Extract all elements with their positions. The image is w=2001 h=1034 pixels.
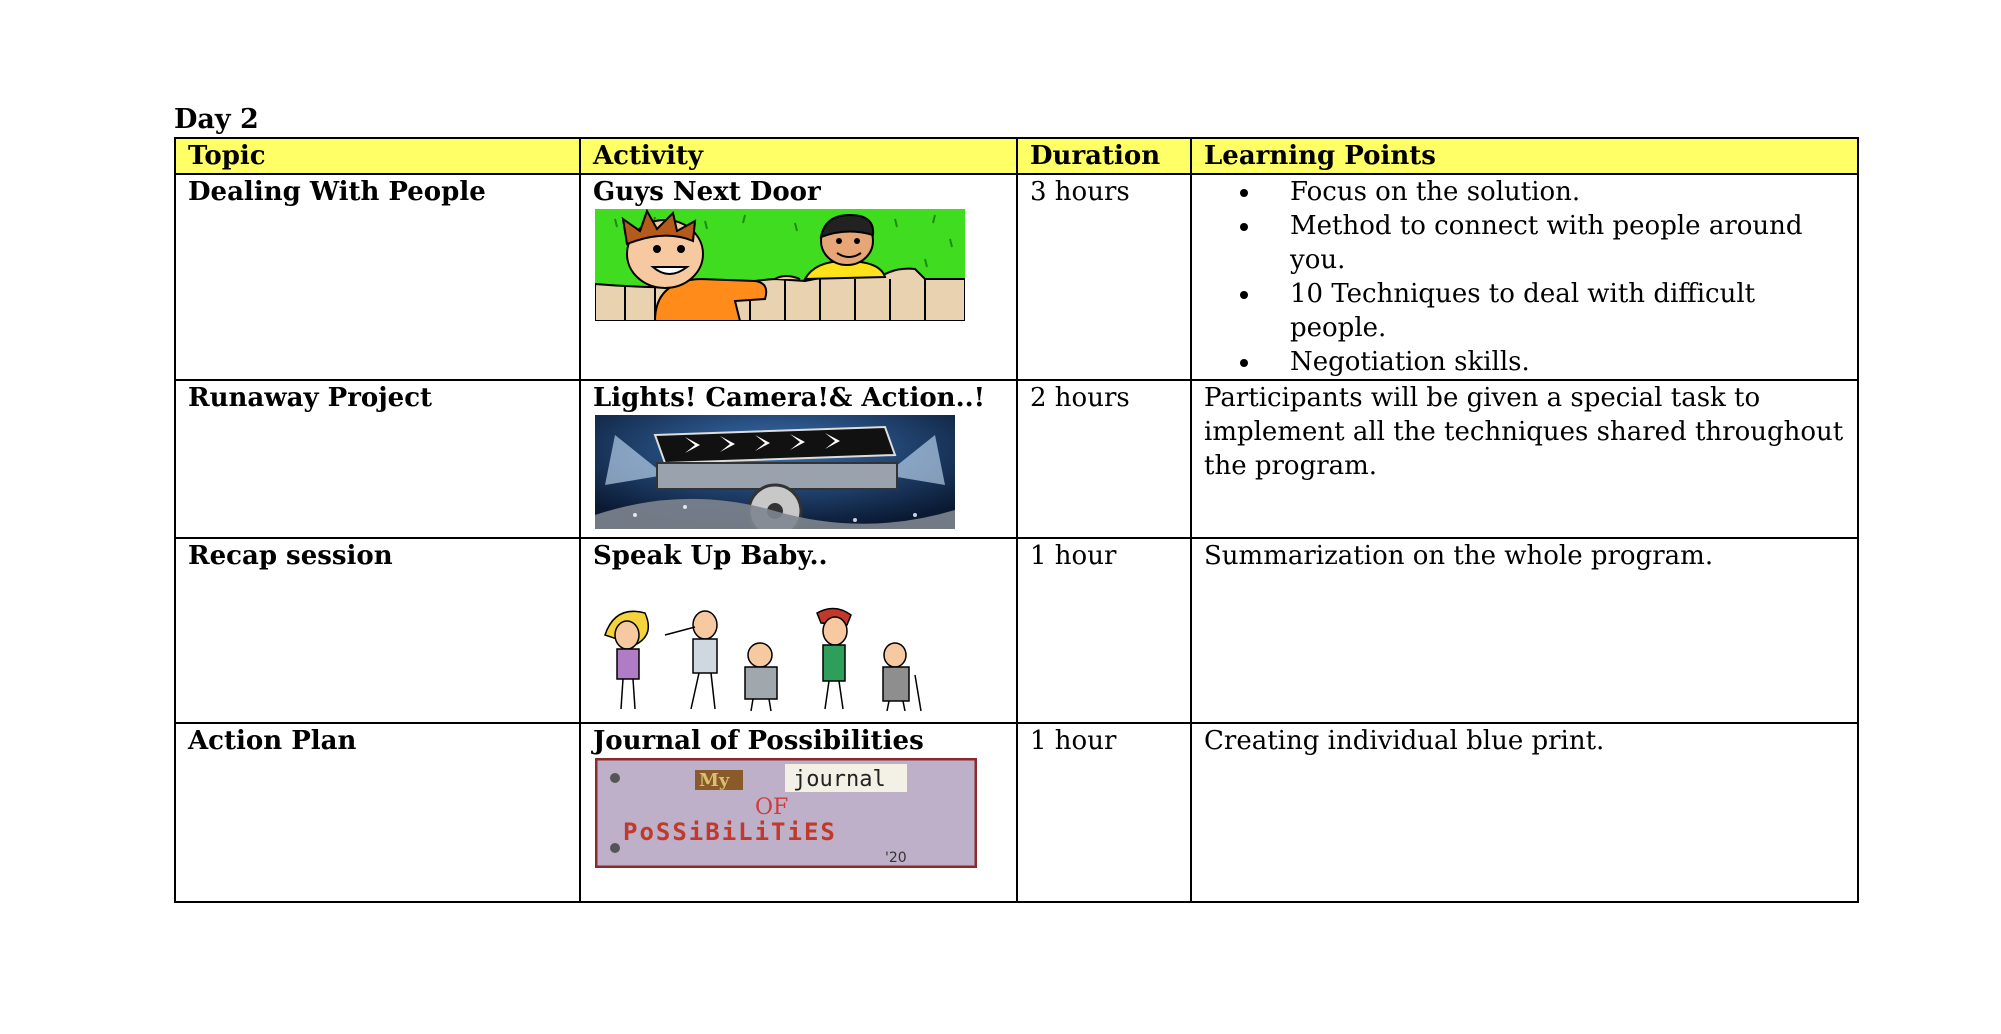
journal-year-text: '20 [885,850,907,866]
activity-title: Journal of Possibilities [593,726,924,756]
journal-word-text: journal [793,767,886,792]
duration-cell: 1 hour [1017,538,1191,723]
journal-my-text: My [699,770,730,791]
header-row [175,138,1858,174]
speak-up-people-image [595,605,955,715]
table-row [175,538,1858,723]
activity-cell [580,174,1017,380]
learning-points-cell: Creating individual blue print. [1191,723,1858,902]
list-item: • Method to connect with people around you. [1262,209,1845,277]
duration-cell: 3 hours [1017,174,1191,380]
learning-points-list [1204,175,1845,379]
header-activity: Activity [580,138,1017,174]
topic-cell: Action Plan [175,723,580,902]
header-topic: Topic [175,138,580,174]
topic-cell: Runaway Project [175,380,580,538]
activity-title: Guys Next Door [593,177,821,207]
activity-title: Speak Up Baby.. [593,541,828,571]
learning-points-cell [1191,174,1858,380]
activity-cell [580,538,1017,723]
journal-of-possibilities-image [595,758,977,868]
header-learning-points: Learning Points [1191,138,1858,174]
activity-cell [580,723,1017,902]
day-title: Day 2 [174,104,259,135]
topic-cell: Dealing With People [175,174,580,380]
list-item: • Negotiation skills. [1262,345,1845,379]
topic-cell: Recap session [175,538,580,723]
learning-points-cell: Summarization on the whole program. [1191,538,1858,723]
guys-next-door-image [595,209,965,321]
activity-cell [580,380,1017,538]
list-item: • 10 Techniques to deal with difficult people. [1262,277,1845,345]
list-item: • Focus on the solution. [1262,175,1845,209]
journal-possibilities-text: PoSSiBiLiTiES [623,818,837,846]
table-row [175,174,1858,380]
table-row [175,723,1858,902]
schedule-table [174,137,1859,903]
header-duration: Duration [1017,138,1191,174]
duration-cell: 2 hours [1017,380,1191,538]
activity-title: Lights! Camera!& Action..! [593,383,986,413]
duration-cell: 1 hour [1017,723,1191,902]
journal-of-text: OF [755,795,789,820]
learning-points-cell: Participants will be given a special task to implement all the techniques shared throughout the program. [1191,380,1858,538]
clapperboard-film-image [595,415,955,529]
table-row [175,380,1858,538]
